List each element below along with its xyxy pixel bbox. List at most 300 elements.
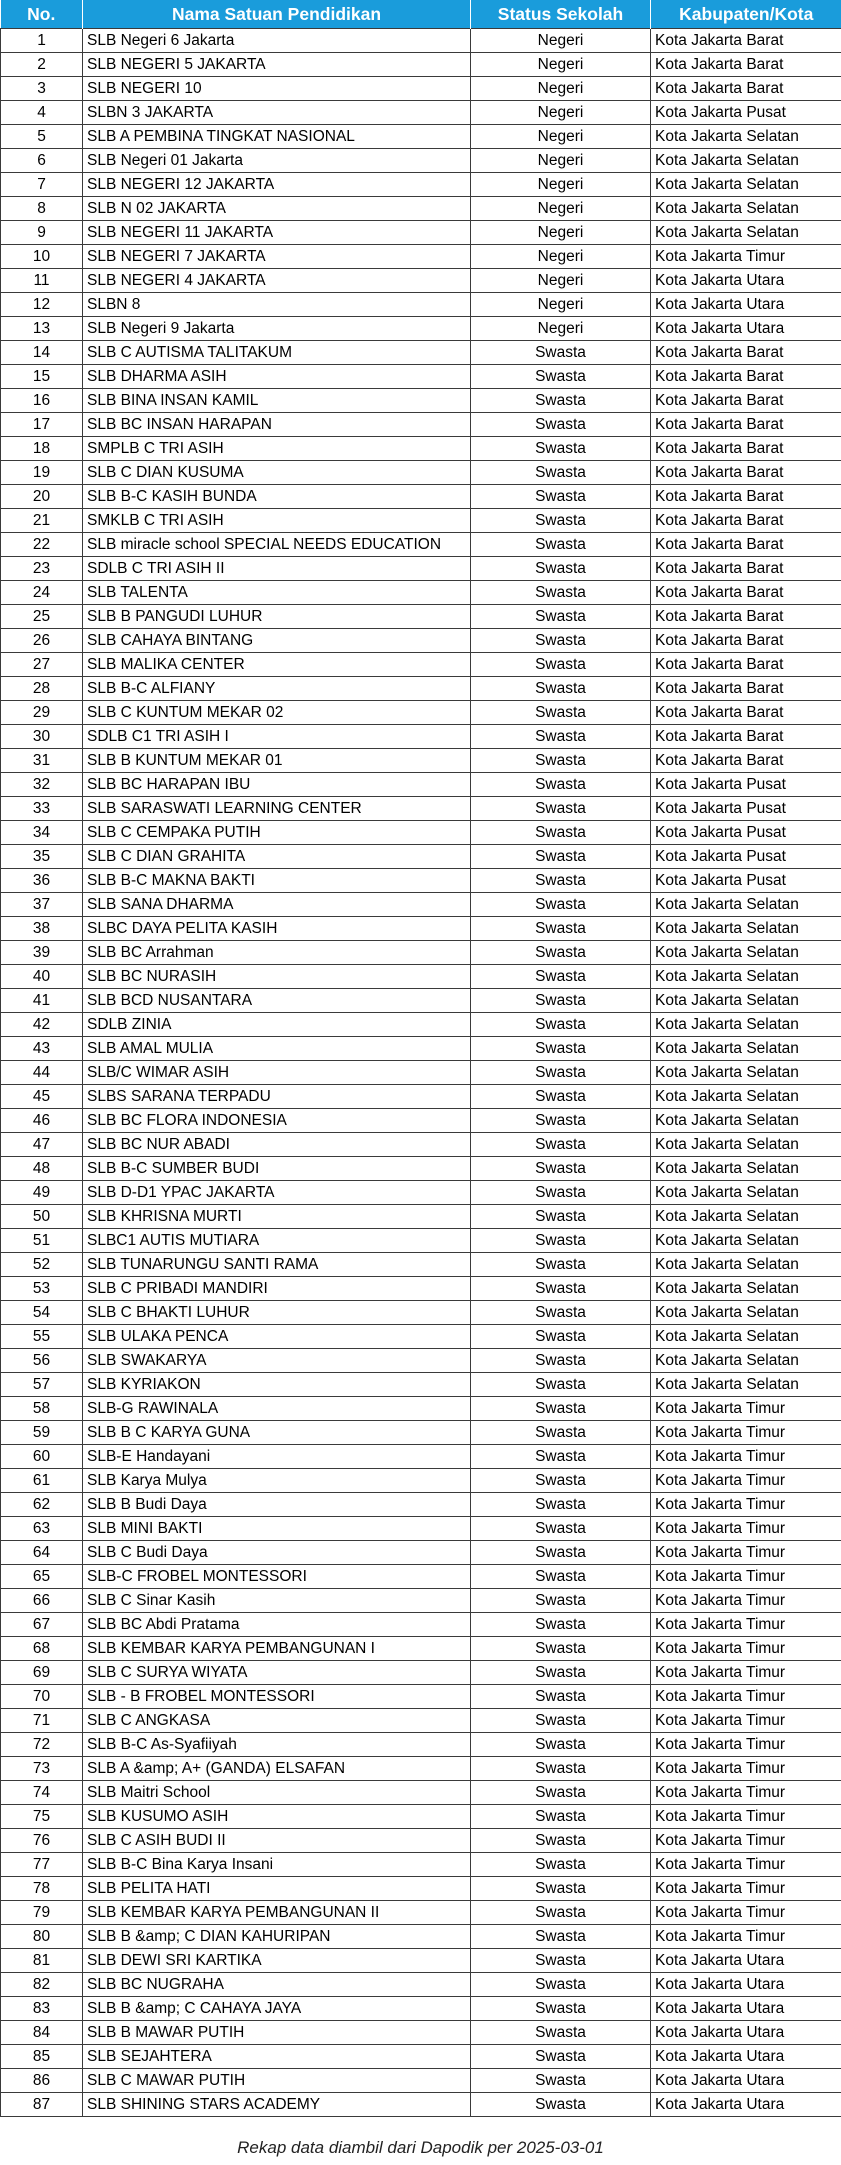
cell-nama: SLB SARASWATI LEARNING CENTER bbox=[83, 797, 471, 821]
table-row bbox=[1, 581, 841, 605]
cell-kota: Kota Jakarta Timur bbox=[651, 1901, 841, 1925]
cell-kota: Kota Jakarta Utara bbox=[651, 2093, 841, 2117]
cell-no: 9 bbox=[1, 221, 83, 245]
cell-status: Swasta bbox=[471, 437, 651, 461]
cell-kota: Kota Jakarta Timur bbox=[651, 1709, 841, 1733]
cell-nama: SLB C AUTISMA TALITAKUM bbox=[83, 341, 471, 365]
cell-nama: SLB A PEMBINA TINGKAT NASIONAL bbox=[83, 125, 471, 149]
cell-no: 57 bbox=[1, 1373, 83, 1397]
cell-kota: Kota Jakarta Barat bbox=[651, 365, 841, 389]
cell-no: 38 bbox=[1, 917, 83, 941]
cell-status: Swasta bbox=[471, 389, 651, 413]
table-row bbox=[1, 461, 841, 485]
cell-status: Swasta bbox=[471, 1997, 651, 2021]
cell-no: 53 bbox=[1, 1277, 83, 1301]
cell-status: Swasta bbox=[471, 605, 651, 629]
cell-status: Swasta bbox=[471, 1085, 651, 1109]
cell-nama: SLB MINI BAKTI bbox=[83, 1517, 471, 1541]
cell-nama: SLB BC Abdi Pratama bbox=[83, 1613, 471, 1637]
cell-kota: Kota Jakarta Barat bbox=[651, 701, 841, 725]
cell-nama: SLB-E Handayani bbox=[83, 1445, 471, 1469]
cell-kota: Kota Jakarta Timur bbox=[651, 1469, 841, 1493]
cell-nama: SLB KEMBAR KARYA PEMBANGUNAN II bbox=[83, 1901, 471, 1925]
cell-nama: SLB B-C MAKNA BAKTI bbox=[83, 869, 471, 893]
cell-nama: SLBN 3 JAKARTA bbox=[83, 101, 471, 125]
cell-no: 6 bbox=[1, 149, 83, 173]
table-row bbox=[1, 1901, 841, 1925]
cell-no: 56 bbox=[1, 1349, 83, 1373]
table-row bbox=[1, 1133, 841, 1157]
cell-status: Swasta bbox=[471, 1901, 651, 1925]
cell-status: Swasta bbox=[471, 1589, 651, 1613]
cell-nama: SLB C ANGKASA bbox=[83, 1709, 471, 1733]
cell-no: 71 bbox=[1, 1709, 83, 1733]
cell-status: Swasta bbox=[471, 749, 651, 773]
cell-nama: SLB NEGERI 4 JAKARTA bbox=[83, 269, 471, 293]
cell-nama: SLB B &amp; C DIAN KAHURIPAN bbox=[83, 1925, 471, 1949]
cell-no: 67 bbox=[1, 1613, 83, 1637]
table-row bbox=[1, 149, 841, 173]
cell-status: Swasta bbox=[471, 1853, 651, 1877]
table-row bbox=[1, 1565, 841, 1589]
cell-kota: Kota Jakarta Timur bbox=[651, 1613, 841, 1637]
cell-status: Swasta bbox=[471, 1613, 651, 1637]
cell-status: Negeri bbox=[471, 125, 651, 149]
table-row bbox=[1, 677, 841, 701]
cell-status: Negeri bbox=[471, 221, 651, 245]
table-row bbox=[1, 1325, 841, 1349]
table-row bbox=[1, 101, 841, 125]
cell-nama: SLB B-C Bina Karya Insani bbox=[83, 1853, 471, 1877]
cell-status: Negeri bbox=[471, 269, 651, 293]
cell-kota: Kota Jakarta Utara bbox=[651, 317, 841, 341]
table-row bbox=[1, 653, 841, 677]
cell-nama: SLB SANA DHARMA bbox=[83, 893, 471, 917]
table-row bbox=[1, 1877, 841, 1901]
cell-nama: SLB NEGERI 12 JAKARTA bbox=[83, 173, 471, 197]
cell-kota: Kota Jakarta Barat bbox=[651, 29, 841, 53]
cell-status: Swasta bbox=[471, 2021, 651, 2045]
cell-kota: Kota Jakarta Utara bbox=[651, 269, 841, 293]
cell-kota: Kota Jakarta Timur bbox=[651, 1877, 841, 1901]
cell-status: Swasta bbox=[471, 1157, 651, 1181]
cell-no: 23 bbox=[1, 557, 83, 581]
cell-nama: SLB C Sinar Kasih bbox=[83, 1589, 471, 1613]
cell-kota: Kota Jakarta Barat bbox=[651, 53, 841, 77]
cell-nama: SLB B KUNTUM MEKAR 01 bbox=[83, 749, 471, 773]
cell-status: Swasta bbox=[471, 1469, 651, 1493]
cell-kota: Kota Jakarta Barat bbox=[651, 749, 841, 773]
cell-nama: SLB NEGERI 7 JAKARTA bbox=[83, 245, 471, 269]
cell-nama: SLB Negeri 6 Jakarta bbox=[83, 29, 471, 53]
cell-kota: Kota Jakarta Pusat bbox=[651, 101, 841, 125]
cell-kota: Kota Jakarta Selatan bbox=[651, 1037, 841, 1061]
cell-nama: SLB BINA INSAN KAMIL bbox=[83, 389, 471, 413]
cell-nama: SLB C KUNTUM MEKAR 02 bbox=[83, 701, 471, 725]
cell-status: Swasta bbox=[471, 413, 651, 437]
cell-nama: SLB C PRIBADI MANDIRI bbox=[83, 1277, 471, 1301]
cell-status: Swasta bbox=[471, 701, 651, 725]
table-row bbox=[1, 1397, 841, 1421]
cell-kota: Kota Jakarta Barat bbox=[651, 605, 841, 629]
cell-status: Swasta bbox=[471, 989, 651, 1013]
cell-kota: Kota Jakarta Barat bbox=[651, 461, 841, 485]
cell-kota: Kota Jakarta Timur bbox=[651, 245, 841, 269]
cell-kota: Kota Jakarta Pusat bbox=[651, 797, 841, 821]
cell-no: 52 bbox=[1, 1253, 83, 1277]
cell-no: 13 bbox=[1, 317, 83, 341]
table-body bbox=[1, 29, 841, 2117]
table-row bbox=[1, 1757, 841, 1781]
cell-nama: SLB B MAWAR PUTIH bbox=[83, 2021, 471, 2045]
cell-kota: Kota Jakarta Timur bbox=[651, 1757, 841, 1781]
header-row bbox=[1, 0, 841, 29]
cell-no: 72 bbox=[1, 1733, 83, 1757]
cell-kota: Kota Jakarta Selatan bbox=[651, 125, 841, 149]
cell-no: 51 bbox=[1, 1229, 83, 1253]
cell-nama: SDLB C1 TRI ASIH I bbox=[83, 725, 471, 749]
cell-nama: SLB/C WIMAR ASIH bbox=[83, 1061, 471, 1085]
cell-status: Swasta bbox=[471, 941, 651, 965]
cell-no: 8 bbox=[1, 197, 83, 221]
cell-status: Swasta bbox=[471, 365, 651, 389]
cell-nama: SLB CAHAYA BINTANG bbox=[83, 629, 471, 653]
table-row bbox=[1, 1613, 841, 1637]
cell-no: 69 bbox=[1, 1661, 83, 1685]
cell-no: 7 bbox=[1, 173, 83, 197]
table-row bbox=[1, 1997, 841, 2021]
table-row bbox=[1, 1589, 841, 1613]
cell-nama: SLB BC INSAN HARAPAN bbox=[83, 413, 471, 437]
table-row bbox=[1, 605, 841, 629]
table-row bbox=[1, 1853, 841, 1877]
cell-kota: Kota Jakarta Selatan bbox=[651, 1013, 841, 1037]
table-row bbox=[1, 1829, 841, 1853]
table-row bbox=[1, 1085, 841, 1109]
cell-nama: SLB C CEMPAKA PUTIH bbox=[83, 821, 471, 845]
cell-no: 44 bbox=[1, 1061, 83, 1085]
cell-nama: SLB TALENTA bbox=[83, 581, 471, 605]
cell-status: Swasta bbox=[471, 2093, 651, 2117]
cell-status: Swasta bbox=[471, 581, 651, 605]
cell-no: 63 bbox=[1, 1517, 83, 1541]
cell-status: Negeri bbox=[471, 173, 651, 197]
cell-no: 60 bbox=[1, 1445, 83, 1469]
cell-no: 22 bbox=[1, 533, 83, 557]
cell-no: 11 bbox=[1, 269, 83, 293]
cell-nama: SLB B-C SUMBER BUDI bbox=[83, 1157, 471, 1181]
cell-nama: SLB B PANGUDI LUHUR bbox=[83, 605, 471, 629]
cell-no: 18 bbox=[1, 437, 83, 461]
table-row bbox=[1, 1373, 841, 1397]
cell-nama: SLB TUNARUNGU SANTI RAMA bbox=[83, 1253, 471, 1277]
cell-status: Swasta bbox=[471, 677, 651, 701]
cell-no: 55 bbox=[1, 1325, 83, 1349]
table-row bbox=[1, 893, 841, 917]
cell-no: 1 bbox=[1, 29, 83, 53]
table-row bbox=[1, 2021, 841, 2045]
cell-status: Swasta bbox=[471, 2045, 651, 2069]
cell-status: Swasta bbox=[471, 1949, 651, 1973]
cell-no: 32 bbox=[1, 773, 83, 797]
cell-kota: Kota Jakarta Barat bbox=[651, 653, 841, 677]
cell-status: Swasta bbox=[471, 797, 651, 821]
header-no: No. bbox=[1, 0, 83, 29]
cell-status: Swasta bbox=[471, 845, 651, 869]
cell-nama: SLB Karya Mulya bbox=[83, 1469, 471, 1493]
cell-no: 46 bbox=[1, 1109, 83, 1133]
table-row bbox=[1, 533, 841, 557]
cell-kota: Kota Jakarta Timur bbox=[651, 1829, 841, 1853]
table-row bbox=[1, 413, 841, 437]
cell-no: 28 bbox=[1, 677, 83, 701]
table-row bbox=[1, 821, 841, 845]
cell-no: 14 bbox=[1, 341, 83, 365]
cell-nama: SLB B-C ALFIANY bbox=[83, 677, 471, 701]
cell-nama: SLB C SURYA WIYATA bbox=[83, 1661, 471, 1685]
cell-nama: SLB Negeri 01 Jakarta bbox=[83, 149, 471, 173]
cell-status: Swasta bbox=[471, 557, 651, 581]
cell-kota: Kota Jakarta Barat bbox=[651, 485, 841, 509]
table-row bbox=[1, 1037, 841, 1061]
cell-nama: SLB B Budi Daya bbox=[83, 1493, 471, 1517]
header-nama-satuan-pendidikan: Nama Satuan Pendidikan bbox=[83, 0, 471, 29]
table-row bbox=[1, 1301, 841, 1325]
cell-kota: Kota Jakarta Barat bbox=[651, 533, 841, 557]
cell-kota: Kota Jakarta Utara bbox=[651, 1973, 841, 1997]
cell-nama: SLB NEGERI 10 bbox=[83, 77, 471, 101]
cell-kota: Kota Jakarta Timur bbox=[651, 1541, 841, 1565]
cell-kota: Kota Jakarta Timur bbox=[651, 1589, 841, 1613]
cell-no: 2 bbox=[1, 53, 83, 77]
cell-nama: SLB - B FROBEL MONTESSORI bbox=[83, 1685, 471, 1709]
cell-no: 86 bbox=[1, 2069, 83, 2093]
cell-no: 12 bbox=[1, 293, 83, 317]
cell-no: 16 bbox=[1, 389, 83, 413]
cell-status: Swasta bbox=[471, 1397, 651, 1421]
cell-status: Swasta bbox=[471, 1421, 651, 1445]
cell-nama: SMPLB C TRI ASIH bbox=[83, 437, 471, 461]
cell-status: Swasta bbox=[471, 821, 651, 845]
cell-no: 65 bbox=[1, 1565, 83, 1589]
cell-kota: Kota Jakarta Selatan bbox=[651, 1109, 841, 1133]
cell-no: 42 bbox=[1, 1013, 83, 1037]
cell-status: Swasta bbox=[471, 1541, 651, 1565]
cell-nama: SLB N 02 JAKARTA bbox=[83, 197, 471, 221]
cell-status: Swasta bbox=[471, 725, 651, 749]
table-row bbox=[1, 1805, 841, 1829]
cell-no: 5 bbox=[1, 125, 83, 149]
cell-nama: SLB KYRIAKON bbox=[83, 1373, 471, 1397]
cell-kota: Kota Jakarta Timur bbox=[651, 1781, 841, 1805]
cell-no: 85 bbox=[1, 2045, 83, 2069]
cell-nama: SLB C MAWAR PUTIH bbox=[83, 2069, 471, 2093]
cell-kota: Kota Jakarta Selatan bbox=[651, 1277, 841, 1301]
cell-kota: Kota Jakarta Selatan bbox=[651, 1349, 841, 1373]
cell-status: Swasta bbox=[471, 1685, 651, 1709]
cell-no: 48 bbox=[1, 1157, 83, 1181]
cell-nama: SLB C DIAN GRAHITA bbox=[83, 845, 471, 869]
cell-status: Swasta bbox=[471, 893, 651, 917]
cell-status: Swasta bbox=[471, 1325, 651, 1349]
table-row bbox=[1, 629, 841, 653]
cell-kota: Kota Jakarta Utara bbox=[651, 293, 841, 317]
cell-no: 45 bbox=[1, 1085, 83, 1109]
table-row bbox=[1, 797, 841, 821]
cell-kota: Kota Jakarta Barat bbox=[651, 581, 841, 605]
cell-no: 84 bbox=[1, 2021, 83, 2045]
cell-status: Swasta bbox=[471, 1349, 651, 1373]
table-row bbox=[1, 245, 841, 269]
cell-kota: Kota Jakarta Timur bbox=[651, 1397, 841, 1421]
cell-no: 77 bbox=[1, 1853, 83, 1877]
cell-no: 76 bbox=[1, 1829, 83, 1853]
cell-no: 36 bbox=[1, 869, 83, 893]
cell-kota: Kota Jakarta Selatan bbox=[651, 1301, 841, 1325]
table-row bbox=[1, 2069, 841, 2093]
cell-kota: Kota Jakarta Pusat bbox=[651, 773, 841, 797]
cell-no: 81 bbox=[1, 1949, 83, 1973]
cell-no: 62 bbox=[1, 1493, 83, 1517]
table-row bbox=[1, 317, 841, 341]
table-row bbox=[1, 1229, 841, 1253]
cell-status: Swasta bbox=[471, 1205, 651, 1229]
table-row bbox=[1, 173, 841, 197]
cell-status: Swasta bbox=[471, 965, 651, 989]
table-row bbox=[1, 197, 841, 221]
cell-status: Swasta bbox=[471, 1109, 651, 1133]
cell-status: Swasta bbox=[471, 1301, 651, 1325]
cell-status: Swasta bbox=[471, 653, 651, 677]
cell-kota: Kota Jakarta Selatan bbox=[651, 989, 841, 1013]
table-row bbox=[1, 1469, 841, 1493]
table-row bbox=[1, 221, 841, 245]
cell-no: 49 bbox=[1, 1181, 83, 1205]
table-row bbox=[1, 1013, 841, 1037]
cell-nama: SLB D-D1 YPAC JAKARTA bbox=[83, 1181, 471, 1205]
cell-no: 43 bbox=[1, 1037, 83, 1061]
cell-no: 35 bbox=[1, 845, 83, 869]
table-row bbox=[1, 365, 841, 389]
cell-no: 3 bbox=[1, 77, 83, 101]
cell-kota: Kota Jakarta Pusat bbox=[651, 869, 841, 893]
cell-status: Swasta bbox=[471, 869, 651, 893]
cell-status: Swasta bbox=[471, 341, 651, 365]
cell-no: 17 bbox=[1, 413, 83, 437]
cell-kota: Kota Jakarta Utara bbox=[651, 1949, 841, 1973]
table-row bbox=[1, 509, 841, 533]
cell-kota: Kota Jakarta Barat bbox=[651, 725, 841, 749]
cell-kota: Kota Jakarta Selatan bbox=[651, 1205, 841, 1229]
cell-kota: Kota Jakarta Selatan bbox=[651, 197, 841, 221]
cell-nama: SLB-C FROBEL MONTESSORI bbox=[83, 1565, 471, 1589]
cell-nama: SLB DHARMA ASIH bbox=[83, 365, 471, 389]
cell-status: Negeri bbox=[471, 53, 651, 77]
cell-status: Swasta bbox=[471, 1013, 651, 1037]
cell-nama: SMKLB C TRI ASIH bbox=[83, 509, 471, 533]
table-row bbox=[1, 2045, 841, 2069]
table-row bbox=[1, 1541, 841, 1565]
cell-no: 87 bbox=[1, 2093, 83, 2117]
cell-no: 19 bbox=[1, 461, 83, 485]
cell-kota: Kota Jakarta Barat bbox=[651, 413, 841, 437]
cell-kota: Kota Jakarta Timur bbox=[651, 1421, 841, 1445]
cell-nama: SLB ULAKA PENCA bbox=[83, 1325, 471, 1349]
cell-status: Swasta bbox=[471, 917, 651, 941]
cell-status: Swasta bbox=[471, 1061, 651, 1085]
cell-kota: Kota Jakarta Selatan bbox=[651, 1181, 841, 1205]
cell-nama: SLB SHINING STARS ACADEMY bbox=[83, 2093, 471, 2117]
table-row bbox=[1, 749, 841, 773]
cell-status: Swasta bbox=[471, 1805, 651, 1829]
cell-nama: SDLB C TRI ASIH II bbox=[83, 557, 471, 581]
cell-no: 83 bbox=[1, 1997, 83, 2021]
table-row bbox=[1, 1661, 841, 1685]
cell-kota: Kota Jakarta Selatan bbox=[651, 173, 841, 197]
cell-no: 31 bbox=[1, 749, 83, 773]
cell-kota: Kota Jakarta Selatan bbox=[651, 965, 841, 989]
cell-no: 82 bbox=[1, 1973, 83, 1997]
table-row bbox=[1, 1349, 841, 1373]
cell-nama: SLB C DIAN KUSUMA bbox=[83, 461, 471, 485]
cell-no: 39 bbox=[1, 941, 83, 965]
table-row bbox=[1, 1253, 841, 1277]
cell-kota: Kota Jakarta Barat bbox=[651, 77, 841, 101]
table-row bbox=[1, 773, 841, 797]
cell-nama: SLB BCD NUSANTARA bbox=[83, 989, 471, 1013]
cell-status: Swasta bbox=[471, 461, 651, 485]
cell-nama: SLB B-C KASIH BUNDA bbox=[83, 485, 471, 509]
cell-nama: SLB NEGERI 5 JAKARTA bbox=[83, 53, 471, 77]
cell-kota: Kota Jakarta Barat bbox=[651, 677, 841, 701]
table-row bbox=[1, 1205, 841, 1229]
cell-nama: SLB KUSUMO ASIH bbox=[83, 1805, 471, 1829]
cell-no: 25 bbox=[1, 605, 83, 629]
cell-status: Negeri bbox=[471, 29, 651, 53]
cell-kota: Kota Jakarta Selatan bbox=[651, 1229, 841, 1253]
cell-kota: Kota Jakarta Barat bbox=[651, 509, 841, 533]
cell-kota: Kota Jakarta Timur bbox=[651, 1493, 841, 1517]
cell-kota: Kota Jakarta Utara bbox=[651, 1997, 841, 2021]
table-row bbox=[1, 53, 841, 77]
cell-status: Swasta bbox=[471, 1877, 651, 1901]
cell-no: 59 bbox=[1, 1421, 83, 1445]
cell-kota: Kota Jakarta Timur bbox=[651, 1925, 841, 1949]
cell-nama: SLB B C KARYA GUNA bbox=[83, 1421, 471, 1445]
cell-status: Swasta bbox=[471, 1565, 651, 1589]
cell-nama: SLBC DAYA PELITA KASIH bbox=[83, 917, 471, 941]
table-row bbox=[1, 485, 841, 509]
cell-status: Swasta bbox=[471, 629, 651, 653]
cell-no: 64 bbox=[1, 1541, 83, 1565]
cell-no: 66 bbox=[1, 1589, 83, 1613]
cell-nama: SLB B &amp; C CAHAYA JAYA bbox=[83, 1997, 471, 2021]
cell-status: Swasta bbox=[471, 2069, 651, 2093]
cell-no: 80 bbox=[1, 1925, 83, 1949]
cell-kota: Kota Jakarta Barat bbox=[651, 437, 841, 461]
cell-nama: SLB KEMBAR KARYA PEMBANGUNAN I bbox=[83, 1637, 471, 1661]
table-row bbox=[1, 1421, 841, 1445]
cell-status: Negeri bbox=[471, 245, 651, 269]
cell-nama: SLB Maitri School bbox=[83, 1781, 471, 1805]
table-row bbox=[1, 557, 841, 581]
cell-no: 15 bbox=[1, 365, 83, 389]
cell-status: Negeri bbox=[471, 197, 651, 221]
cell-no: 54 bbox=[1, 1301, 83, 1325]
cell-nama: SLB BC NUGRAHA bbox=[83, 1973, 471, 1997]
table-row bbox=[1, 293, 841, 317]
cell-nama: SLBS SARANA TERPADU bbox=[83, 1085, 471, 1109]
